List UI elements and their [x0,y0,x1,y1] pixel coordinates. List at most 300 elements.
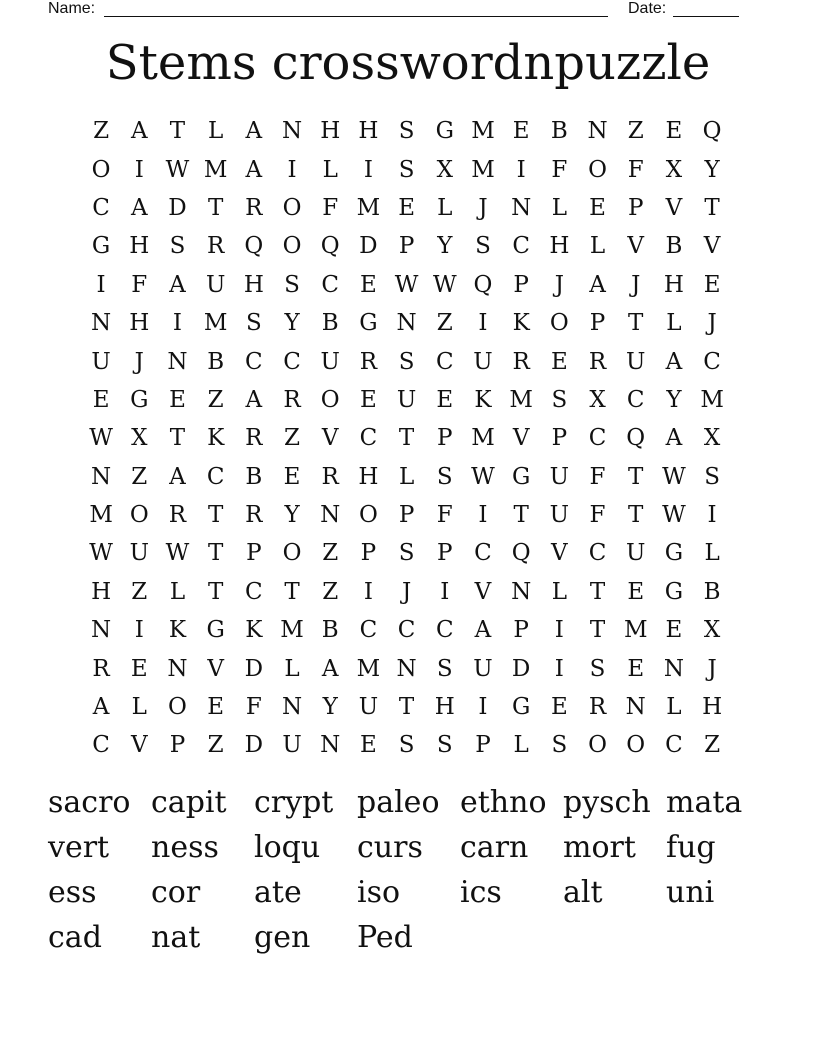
grid-letter: U [320,348,340,375]
grid-letter: P [513,271,529,298]
grid-letter: M [280,617,304,644]
grid-letter: K [474,386,492,413]
grid-letter: P [627,194,644,221]
word-bank-item: ness [151,830,219,865]
word-bank-item: cad [48,920,102,955]
grid-letter: N [91,310,112,337]
grid-letter: D [244,732,264,759]
grid-letter: A [169,271,186,298]
grid-letter: V [703,233,721,260]
grid-letter: M [203,310,228,337]
grid-letter: L [513,732,529,759]
word-bank-item: ate [254,875,302,910]
grid-letter: Q [244,233,264,260]
grid-letter: T [628,310,644,337]
grid-letter: J [134,348,144,375]
grid-letter: Z [627,118,644,145]
grid-letter: S [589,655,606,682]
grid-letter: P [513,617,529,644]
grid-letter: C [397,617,416,644]
grid-letter: M [471,425,495,452]
grid-letter: P [437,540,453,567]
grid-letter: V [130,732,148,759]
word-bank-item: paleo [357,785,440,820]
grid-letter: E [360,732,377,759]
grid-letter: E [207,694,225,721]
word-bank-item: mort [563,830,636,865]
grid-letter: E [283,463,301,490]
grid-letter: Z [284,425,301,452]
grid-letter: H [320,118,341,145]
grid-letter: J [401,578,412,605]
grid-letter: C [359,425,378,452]
grid-letter: D [359,233,378,260]
word-bank-item: alt [563,875,603,910]
grid-letter: F [245,694,262,721]
grid-letter: C [206,463,225,490]
grid-letter: Z [131,463,148,490]
date-blank-line [673,16,739,17]
grid-letter: N [625,694,646,721]
grid-letter: R [359,348,378,375]
grid-letter: I [478,694,488,721]
grid-letter: F [589,502,606,529]
grid-letter: N [663,655,684,682]
grid-letter: D [168,194,187,221]
grid-letter: A [665,425,683,452]
grid-letter: R [321,463,339,490]
grid-letter: G [359,310,378,337]
grid-letter: Q [511,540,531,567]
grid-letter: Z [93,118,110,145]
grid-letter: B [207,348,225,375]
grid-letter: Y [666,386,682,413]
grid-letter: S [398,348,415,375]
grid-letter: J [631,271,641,298]
grid-letter: K [245,617,263,644]
grid-letter: Z [207,386,224,413]
grid-letter: A [321,655,339,682]
grid-letter: E [92,386,110,413]
grid-letter: I [554,617,564,644]
grid-letter: J [707,655,717,682]
page-title: Stems crosswordnpuzzle [105,35,711,91]
grid-letter: P [475,732,491,759]
grid-letter: T [398,425,415,452]
header [48,0,748,20]
grid-letter: S [704,463,720,490]
word-bank-item: cor [151,875,201,910]
grid-letter: F [436,502,453,529]
grid-letter: N [511,578,532,605]
grid-letter: E [360,271,377,298]
grid-letter: O [282,194,302,221]
grid-letter: L [208,118,224,145]
grid-letter: P [398,233,415,260]
grid-letter: W [89,540,113,567]
grid-letter: X [436,156,453,183]
grid-letter: E [703,271,721,298]
grid-letter: O [626,732,646,759]
grid-letter: A [130,194,148,221]
grid-letter: Z [322,578,339,605]
grid-letter: T [704,194,720,221]
grid-letter: P [169,732,186,759]
word-bank-item: loqu [254,830,321,865]
grid-letter: C [359,617,378,644]
grid-letter: I [134,617,144,644]
grid-letter: H [663,271,684,298]
grid-letter: G [130,386,149,413]
grid-letter: G [435,118,454,145]
grid-letter: S [169,233,186,260]
grid-letter: T [169,118,186,145]
grid-letter: R [168,502,187,529]
grid-letter: O [91,156,111,183]
grid-letter: M [509,386,533,413]
grid-letter: N [167,655,188,682]
grid-letter: L [322,156,338,183]
grid-letter: C [512,233,530,260]
grid-letter: V [321,425,339,452]
word-bank-item: nat [151,920,201,955]
grid-letter: T [207,578,224,605]
grid-letter: R [92,655,110,682]
grid-letter: S [398,118,415,145]
grid-letter: C [245,348,263,375]
grid-letter: L [551,578,567,605]
word-search-grid [82,112,731,765]
word-bank-item: curs [357,830,423,865]
grid-letter: A [245,386,263,413]
grid-letter: L [551,194,567,221]
grid-letter: I [478,502,488,529]
grid-letter: B [550,118,568,145]
grid-letter: R [512,348,530,375]
grid-letter: B [665,233,683,260]
grid-letter: U [129,540,149,567]
grid-letter: Y [284,310,300,337]
grid-letter: G [511,694,531,721]
grid-letter: E [436,386,454,413]
grid-letter: A [169,463,186,490]
grid-letter: M [623,617,648,644]
grid-letter: U [91,348,111,375]
grid-letter: I [172,310,183,337]
grid-letter: E [550,694,568,721]
grid-letter: H [91,578,112,605]
grid-letter: S [398,540,415,567]
grid-letter: I [478,310,488,337]
grid-letter: U [626,348,646,375]
grid-letter: N [281,694,303,721]
grid-letter: S [436,732,453,759]
grid-letter: T [398,694,415,721]
grid-letter: E [512,118,530,145]
grid-letter: R [588,694,607,721]
grid-letter: X [703,425,721,452]
grid-letter: E [665,118,683,145]
word-bank-item: fug [666,830,716,865]
grid-letter: T [284,578,300,605]
grid-letter: R [283,386,301,413]
word-bank-item: pysch [563,785,651,820]
grid-letter: K [207,425,225,452]
grid-letter: E [589,194,606,221]
grid-letter: B [321,310,339,337]
grid-letter: R [206,233,225,260]
grid-letter: I [516,156,526,183]
grid-letter: I [134,156,144,183]
grid-letter: E [398,194,415,221]
word-bank-item: mata [666,785,743,820]
grid-letter: Z [131,578,148,605]
grid-letter: C [283,348,301,375]
grid-letter: P [437,425,453,452]
grid-letter: L [666,310,682,337]
grid-letter: S [284,271,300,298]
grid-letter: T [513,502,529,529]
grid-letter: J [707,310,717,337]
grid-letter: H [358,463,379,490]
grid-letter: H [549,233,570,260]
grid-letter: W [165,540,190,567]
grid-letter: G [511,463,531,490]
grid-letter: R [245,194,263,221]
grid-letter: Y [284,502,300,529]
grid-letter: W [432,271,457,298]
grid-letter: C [588,540,607,567]
grid-letter: F [551,156,568,183]
grid-letter: O [282,540,302,567]
grid-letter: F [589,463,606,490]
grid-letter: B [703,578,721,605]
grid-letter: D [511,655,531,682]
grid-letter: O [320,386,340,413]
grid-letter: D [244,655,264,682]
word-bank-item: iso [357,875,401,910]
grid-letter: C [474,540,492,567]
grid-letter: U [549,463,570,490]
grid-letter: O [588,732,607,759]
grid-letter: S [436,463,453,490]
grid-letter: T [207,502,224,529]
grid-letter: Q [473,271,493,298]
grid-letter: T [589,617,606,644]
grid-letter: Z [207,732,224,759]
grid-letter: H [243,271,264,298]
grid-letter: A [589,271,606,298]
grid-letter: B [245,463,263,490]
grid-letter: U [549,502,570,529]
grid-letter: H [129,310,150,337]
grid-letter: R [588,348,607,375]
grid-letter: P [551,425,568,452]
grid-letter: N [91,463,112,490]
grid-letter: E [627,578,645,605]
grid-letter: T [169,425,186,452]
grid-letter: E [169,386,186,413]
grid-letter: N [91,617,112,644]
grid-letter: E [627,655,645,682]
grid-letter: L [169,578,186,605]
grid-letter: Y [322,694,338,721]
grid-letter: G [206,617,225,644]
grid-letter: E [130,655,148,682]
word-bank [48,780,769,960]
grid-letter: V [207,655,224,682]
name-blank-line [104,16,608,17]
grid-letter: M [356,194,381,221]
grid-letter: J [554,271,564,298]
grid-letter: X [703,617,721,644]
grid-letter: N [396,655,417,682]
grid-letter: S [398,156,415,183]
grid-letter: F [627,156,644,183]
grid-letter: X [131,425,148,452]
grid-letter: V [512,425,530,452]
grid-letter: C [703,348,721,375]
grid-letter: R [245,502,263,529]
grid-letter: S [398,732,415,759]
grid-letter: N [587,118,608,145]
word-bank-item: vert [48,830,110,865]
grid-letter: O [549,310,569,337]
grid-letter: R [245,425,263,452]
grid-letter: K [168,617,187,644]
grid-letter: G [664,540,684,567]
grid-letter: X [665,156,683,183]
grid-letter: P [246,540,262,567]
grid-letter: T [589,578,606,605]
grid-letter: E [550,348,568,375]
grid-letter: U [396,386,417,413]
grid-letter: M [356,655,381,682]
word-bank-item: ethno [460,785,547,820]
grid-letter: O [588,156,607,183]
grid-letter: E [360,386,377,413]
grid-letter: S [475,233,491,260]
grid-letter: Q [702,118,722,145]
word-bank-item: gen [254,920,311,955]
grid-letter: C [626,386,645,413]
grid-letter: L [131,694,147,721]
grid-letter: W [662,502,686,529]
grid-letter: W [165,156,190,183]
grid-letter: C [92,194,110,221]
grid-letter: L [437,194,453,221]
grid-letter: V [474,578,492,605]
grid-letter: W [471,463,495,490]
grid-letter: S [436,655,453,682]
word-bank-item: Ped [357,920,413,955]
grid-letter: H [702,694,723,721]
grid-letter: C [92,732,110,759]
grid-letter: U [473,655,493,682]
grid-letter: M [471,156,495,183]
grid-letter: T [207,194,224,221]
grid-letter: L [704,540,720,567]
grid-letter: U [358,694,379,721]
grid-letter: Q [320,233,340,260]
grid-letter: G [664,578,684,605]
date-label: Date: [628,0,667,17]
grid-letter: C [435,348,454,375]
grid-letter: C [435,617,454,644]
grid-letter: U [205,271,226,298]
word-bank-item: crypt [254,785,334,820]
grid-letter: W [89,425,113,452]
grid-letter: U [473,348,493,375]
grid-letter: Z [704,732,721,759]
grid-letter: S [551,386,568,413]
grid-letter: C [665,732,683,759]
grid-letter: I [96,271,106,298]
grid-letter: W [394,271,419,298]
grid-letter: Y [437,233,453,260]
grid-letter: L [284,655,300,682]
grid-letter: A [665,348,683,375]
grid-letter: M [203,156,228,183]
grid-letter: L [666,694,682,721]
grid-letter: S [551,732,568,759]
grid-letter: A [245,156,263,183]
grid-letter: N [281,118,303,145]
grid-letter: O [282,233,302,260]
grid-letter: A [92,694,110,721]
grid-letter: P [360,540,377,567]
grid-letter: T [628,463,644,490]
grid-letter: V [665,194,683,221]
grid-letter: F [131,271,148,298]
grid-letter: M [471,118,495,145]
grid-letter: Y [704,156,720,183]
grid-letter: Q [626,425,646,452]
word-bank-item: carn [460,830,529,865]
grid-letter: C [245,578,263,605]
grid-letter: X [589,386,606,413]
grid-letter: S [245,310,262,337]
grid-letter: V [627,233,645,260]
grid-letter: A [474,617,492,644]
grid-letter: O [168,694,187,721]
grid-letter: G [91,233,111,260]
word-bank-item: ics [460,875,502,910]
grid-letter: L [589,233,606,260]
grid-letter: B [321,617,339,644]
word-bank-item: capit [151,785,227,820]
grid-letter: T [207,540,224,567]
grid-letter: O [358,502,378,529]
grid-letter: I [363,578,373,605]
grid-letter: F [322,194,339,221]
grid-letter: J [478,194,488,221]
grid-letter: N [320,502,341,529]
grid-letter: P [589,310,606,337]
grid-letter: N [167,348,188,375]
grid-letter: I [363,156,373,183]
grid-letter: T [628,502,644,529]
grid-letter: M [89,502,113,529]
grid-letter: I [440,578,450,605]
grid-letter: C [321,271,340,298]
grid-letter: V [551,540,568,567]
grid-letter: H [129,233,150,260]
grid-letter: I [707,502,717,529]
grid-letter: I [554,655,564,682]
grid-letter: N [511,194,532,221]
grid-letter: N [320,732,341,759]
